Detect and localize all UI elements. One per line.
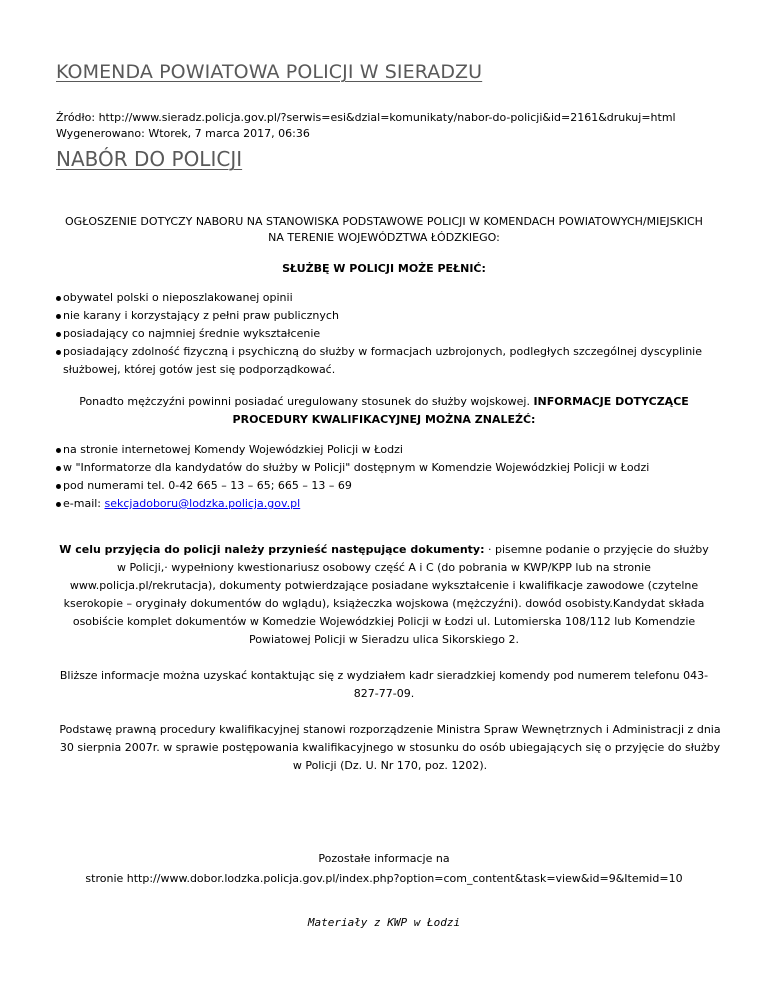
print-meta bbox=[56, 110, 676, 142]
bullet-icon bbox=[56, 502, 61, 507]
site-title: KOMENDA POWIATOWA POLICJI W SIERADZU bbox=[56, 61, 483, 83]
military-paragraph bbox=[56, 393, 712, 429]
list-item: nie karany i korzystający z pełni praw publicznych bbox=[56, 307, 712, 325]
info-sources-list bbox=[56, 441, 712, 513]
other-info bbox=[56, 849, 712, 889]
bullet-icon bbox=[56, 448, 61, 453]
footer-note: Materiały z KWP w Łodzi bbox=[307, 916, 461, 929]
list-item: na stronie internetowej Komendy Wojewódzkiej Policji w Łodzi bbox=[56, 441, 712, 459]
list-item: w "Informatorze dla kandydatów do służby w Policji" dostępnym w Komendzie Wojewódzkiej Policji w Łodzi bbox=[56, 459, 712, 477]
email-label: e-mail: bbox=[63, 497, 105, 510]
other-info-line1: Pozostałe informacje na bbox=[318, 852, 450, 865]
intro-paragraph: OGŁOSZENIE DOTYCZY NABORU NA STANOWISKA PODSTAWOWE POLICJI W KOMENDACH POWIATOWYCH/MIEJSKICH NA TERENIE WOJEWÓDZTWA ŁÓDZKIEGO: bbox=[65, 215, 703, 244]
list-item: posiadający co najmniej średnie wykształcenie bbox=[56, 325, 712, 343]
list-item: posiadający zdolność fizyczną i psychiczną do służby w formacjach uzbrojonych, podległych szczególnej dyscyplinie służbowej, której gotów jest się podporządkować. bbox=[56, 343, 712, 379]
service-heading: SŁUŻBĘ W POLICJI MOŻE PEŁNIĆ: bbox=[282, 262, 486, 275]
documents-heading: W celu przyjęcia do policji należy przynieść następujące dokumenty: bbox=[59, 543, 485, 556]
article-body bbox=[56, 214, 721, 931]
info-heading: INFORMACJE DOTYCZĄCE PROCEDURY KWALIFIKACYJNEJ MOŻNA ZNALEŹĆ: bbox=[232, 395, 689, 426]
bullet-icon bbox=[56, 484, 61, 489]
generated-date: Wygenerowano: Wtorek, 7 marca 2017, 06:36 bbox=[56, 127, 310, 140]
documents-paragraph bbox=[56, 541, 712, 649]
list-item: pod numerami tel. 0-42 665 – 13 – 65; 665 – 13 – 69 bbox=[56, 477, 712, 495]
other-info-link: stronie http://www.dobor.lodzka.policja.gov.pl/index.php?option=com_content&task=view&id=9&Itemid=10 bbox=[85, 872, 683, 885]
bullet-icon bbox=[56, 332, 61, 337]
source-url: Źródło: http://www.sieradz.policja.gov.pl/?serwis=esi&dzial=komunikaty/nabor-do-policji&id=2161&drukuj=html bbox=[56, 111, 676, 124]
contact-paragraph: Bliższe informacje można uzyskać kontaktując się z wydziałem kadr sieradzkiej komendy pod numerem telefonu 043-827-77-09. bbox=[59, 669, 709, 700]
bullet-icon bbox=[56, 296, 61, 301]
email-link[interactable]: sekcjadoboru@lodzka.policja.gov.pl bbox=[104, 497, 301, 510]
legal-paragraph: Podstawę prawną procedury kwalifikacyjnej stanowi rozporządzenie Ministra Spraw Wewnętrznych i Administracji z dnia 30 sierpnia 2007r. w sprawie postępowania kwalifikacyjnego w stosunku do osób ubiegających się o przyjęcie do służby w Policji (Dz. U. Nr 170, poz. 1202). bbox=[59, 723, 721, 772]
list-item: obywatel polski o nieposzlakowanej opinii bbox=[56, 289, 712, 307]
bullet-icon bbox=[56, 314, 61, 319]
article-title: NABÓR DO POLICJI bbox=[56, 147, 243, 171]
list-item bbox=[56, 495, 712, 513]
military-note: Ponadto mężczyźni powinni posiadać uregulowany stosunek do służby wojskowej. bbox=[79, 395, 530, 408]
documents-body: · pisemne podanie o przyjęcie do służby w Policji,· wypełniony kwestionariusz osobowy część A i C (do pobrania w KWP/KPP lub na stronie www.policja.pl/rekrutacja), dokumenty potwierdzające posiadane wykształcenie i kwalifikacje zawodowe (czytelne kserokopie – oryginały dokumentów do wglądu), książeczka wojskowa (mężczyźni). dowód osobisty.Kandydat składa osobiście komplet dokumentów w Komedzie Wojewódzkiej Policji w Łodzi ul. Lutomierska 108/112 lub Komendzie Powiatowej Policji w Sieradzu ulica Sikorskiego 2. bbox=[63, 543, 709, 646]
bullet-icon bbox=[56, 466, 61, 471]
requirements-list bbox=[56, 289, 712, 379]
bullet-icon bbox=[56, 350, 61, 355]
